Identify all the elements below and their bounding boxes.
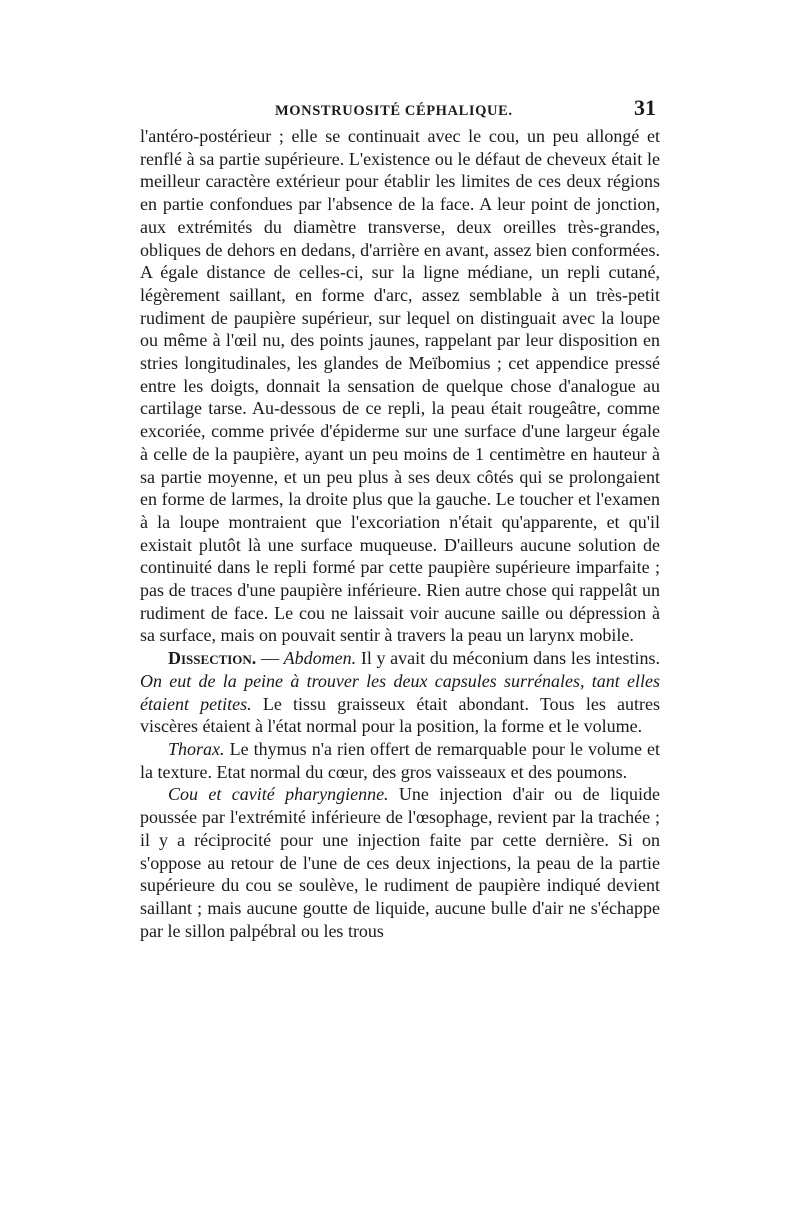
subsection-heading-abdomen: Abdomen. xyxy=(283,648,357,669)
page-number: 31 xyxy=(634,95,656,120)
subsection-heading-cou: Cou et cavité pharyngienne. xyxy=(168,784,389,805)
book-page xyxy=(140,95,660,942)
thorax-text: Le thymus n'a rien offert de remarquable pour le volume et la texture. Etat normal du cœur, des gros vaisseaux et des poumons. xyxy=(140,738,660,782)
abdomen-italic-text: On eut de la peine à trouver les deux capsules surrénales, tant elles étaient petites. xyxy=(140,670,660,714)
cou-text: Une injection d'air ou de liquide poussée par l'extrémité inférieure de l'œsophage, revient par la trachée ; il y a réciprocité pour une injection faite par cette dernière. Si on s'oppose au retour de l'une de ces deux injections, la peau de la partie supérieure du cou se soulève, le rudiment de paupière indiqué devient saillant ; mais aucune goutte de liquide, aucune bulle d'air ne s'échappe par le sillon palpébral ou les trous xyxy=(140,784,660,941)
section-dash: — xyxy=(256,648,284,669)
subsection-heading-thorax: Thorax. xyxy=(168,738,225,759)
body-text xyxy=(140,125,660,942)
paragraph-thorax xyxy=(140,738,660,783)
abdomen-text-b: Le tissu graisseux était abondant. Tous les autres viscères étaient à l'état normal pour la position, la forme et le volume. xyxy=(140,693,660,737)
section-label: Dissection. xyxy=(168,648,257,669)
page-header xyxy=(140,95,660,125)
running-title: MONSTRUOSITÉ CÉPHALIQUE. xyxy=(275,103,513,119)
abdomen-text-a: Il y avait du méconium dans les intestins. xyxy=(356,648,661,669)
paragraph-cou xyxy=(140,783,660,942)
paragraph-dissection-abdomen xyxy=(140,647,660,738)
paragraph-description: l'antéro-postérieur ; elle se continuait avec le cou, un peu allongé et renflé à sa partie supérieure. L'existence ou le défaut de cheveux était le meilleur caractère extérieur pour établir les limites de ces deux régions en partie confondues par l'absence de la face. A leur point de jonction, aux extrémités du diamètre transverse, deux oreilles très-grandes, obliques de dehors en dedans, d'arrière en avant, assez bien conformées. A égale distance de celles-ci, sur la ligne médiane, un repli cutané, légèrement saillant, en forme d'arc, assez semblable à un très-petit rudiment de paupière supérieur, sur lequel on distinguait avec la loupe ou même à l'œil nu, des points jaunes, rappelant par leur disposition en stries longitudinales, les glandes de Meïbomius ; cet appendice pressé entre les doigts, donnait la sensation de quelque chose d'analogue au cartilage tarse. Au-dessous de ce repli, la peau était rougeâtre, comme excoriée, comme privée d'épiderme sur une surface d'une largeur égale à celle de la paupière, ayant un peu moins de 1 centimètre en hauteur à sa partie moyenne, et un peu plus à ses deux côtés qui se prolongaient en forme de larmes, la droite plus que la gauche. Le toucher et l'examen à la loupe montraient que l'excoriation n'était qu'apparente, et qu'il existait plutôt là une surface muqueuse. D'ailleurs aucune solution de continuité dans le repli formé par cette paupière supérieure imparfaite ; pas de traces d'une paupière inférieure. Rien autre chose qui rappelât un rudiment de face. Le cou ne laissait voir aucune saille ou dépression à sa surface, mais on pouvait sentir à travers la peau un larynx mobile. xyxy=(140,126,660,646)
